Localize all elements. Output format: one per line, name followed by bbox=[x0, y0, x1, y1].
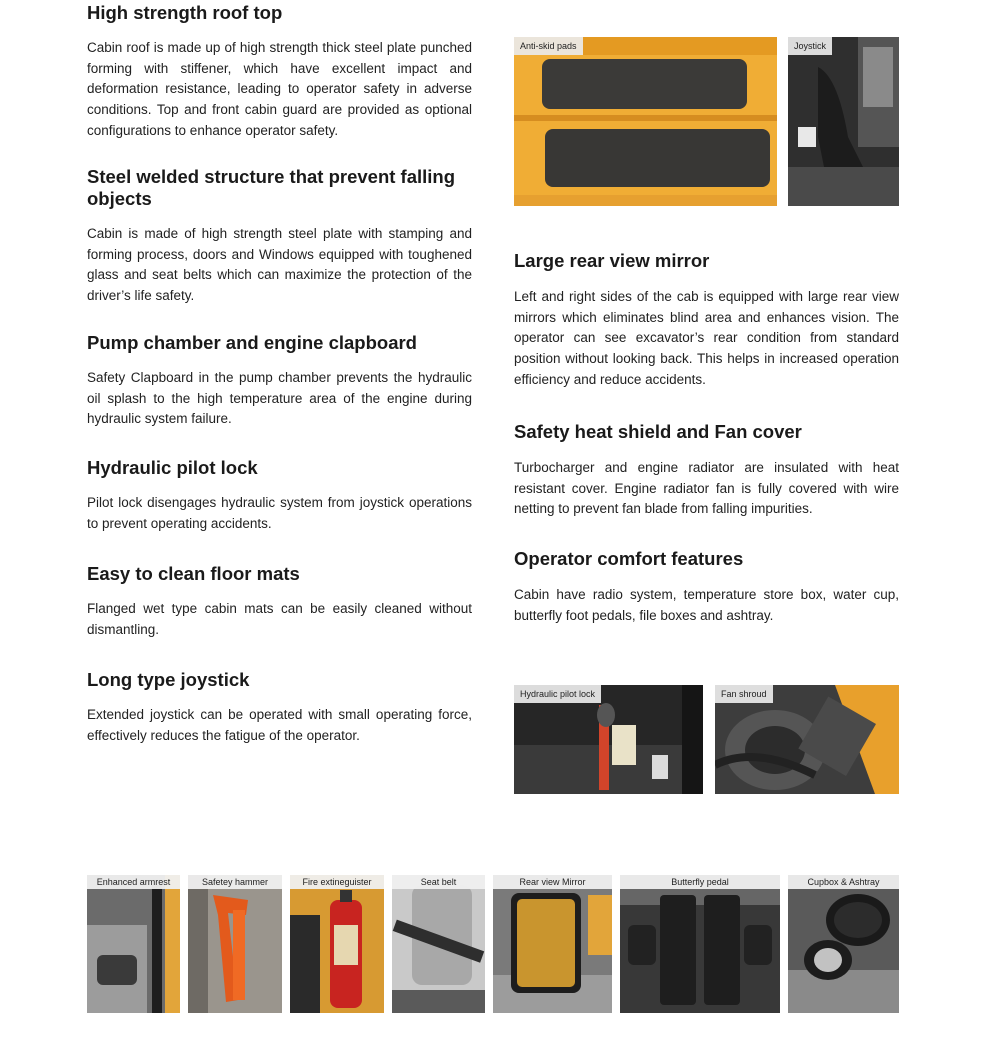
photo-caption: Fan shroud bbox=[715, 685, 773, 703]
enhanced-armrest-photo bbox=[87, 875, 180, 1013]
rear-view-mirror-photo bbox=[493, 875, 612, 1013]
photo-caption: Hydraulic pilot lock bbox=[514, 685, 601, 703]
section-title: Pump chamber and engine clapboard bbox=[87, 332, 417, 353]
photo-caption: Rear view Mirror bbox=[493, 875, 612, 889]
section-title: Steel welded structure that prevent falling objects bbox=[87, 166, 456, 209]
anti-skid-pads-photo bbox=[514, 37, 777, 206]
photo-caption: Safetey hammer bbox=[188, 875, 282, 889]
section-body: Turbocharger and engine radiator are insulated with heat resistant cover. Engine radiator fan is fully covered with wire netting to prevent fan blade from falling impurities. bbox=[514, 460, 899, 517]
section-pump-chamber bbox=[87, 332, 472, 430]
section-body: Safety Clapboard in the pump chamber prevents the hydraulic oil splash to the high temperature area of the engine during hydraulic system failure. bbox=[87, 370, 472, 427]
section-body: Cabin is made of high strength steel plate with stamping and forming process, doors and Windows equipped with toughened glass and seat belts which can maximize the protection of the driver’s life safety. bbox=[87, 226, 472, 304]
section-joystick bbox=[87, 669, 472, 746]
section-title: Operator comfort features bbox=[514, 548, 744, 569]
butterfly-pedal-photo bbox=[620, 875, 780, 1013]
cupbox-ashtray-photo bbox=[788, 875, 899, 1013]
section-body: Cabin roof is made up of high strength thick steel plate punched forming with stiffener, which have excellent impact and deformation resistance, leading to operator safety in adverse conditions. Top and front cabin guard are provided as optional configurations to enhance operator safety. bbox=[87, 40, 472, 138]
photo-caption: Enhanced armrest bbox=[87, 875, 180, 889]
section-roof-top bbox=[87, 2, 472, 142]
section-body: Left and right sides of the cab is equipped with large rear view mirrors which eliminates blind area and enhances vision. The operator can see excavator’s rear condition from standard position without looking back. This helps in increased operation efficiency and reduce accidents. bbox=[514, 289, 899, 387]
photo-caption: Seat belt bbox=[392, 875, 485, 889]
section-body: Pilot lock disengages hydraulic system from joystick operations to prevent operating accidents. bbox=[87, 495, 472, 531]
section-title: Safety heat shield and Fan cover bbox=[514, 421, 802, 442]
seat-belt-photo bbox=[392, 875, 485, 1013]
section-title: Hydraulic pilot lock bbox=[87, 457, 258, 478]
section-floor-mats bbox=[87, 563, 472, 640]
photo-caption: Butterfly pedal bbox=[620, 875, 780, 889]
photo-caption: Joystick bbox=[788, 37, 832, 55]
hydraulic-pilot-lock-photo bbox=[514, 685, 703, 794]
section-body: Extended joystick can be operated with small operating force, effectively reduces the fatigue of the operator. bbox=[87, 707, 472, 743]
section-body: Cabin have radio system, temperature store box, water cup, butterfly foot pedals, file boxes and ashtray. bbox=[514, 587, 899, 623]
section-pilot-lock bbox=[87, 457, 472, 534]
photo-caption: Fire extineguister bbox=[290, 875, 384, 889]
section-rear-mirror bbox=[514, 250, 899, 391]
section-heat-shield bbox=[514, 421, 899, 520]
section-title: High strength roof top bbox=[87, 2, 283, 23]
safety-hammer-photo bbox=[188, 875, 282, 1013]
section-title: Easy to clean floor mats bbox=[87, 563, 300, 584]
section-title: Large rear view mirror bbox=[514, 250, 710, 271]
section-steel-structure bbox=[87, 166, 472, 307]
section-comfort bbox=[514, 548, 899, 626]
joystick-photo bbox=[788, 37, 899, 206]
section-title: Long type joystick bbox=[87, 669, 250, 690]
photo-caption: Cupbox & Ashtray bbox=[788, 875, 899, 889]
section-body: Flanged wet type cabin mats can be easily cleaned without dismantling. bbox=[87, 601, 472, 637]
photo-caption: Anti-skid pads bbox=[514, 37, 583, 55]
fire-extinguisher-photo bbox=[290, 875, 384, 1013]
fan-shroud-photo bbox=[715, 685, 899, 794]
